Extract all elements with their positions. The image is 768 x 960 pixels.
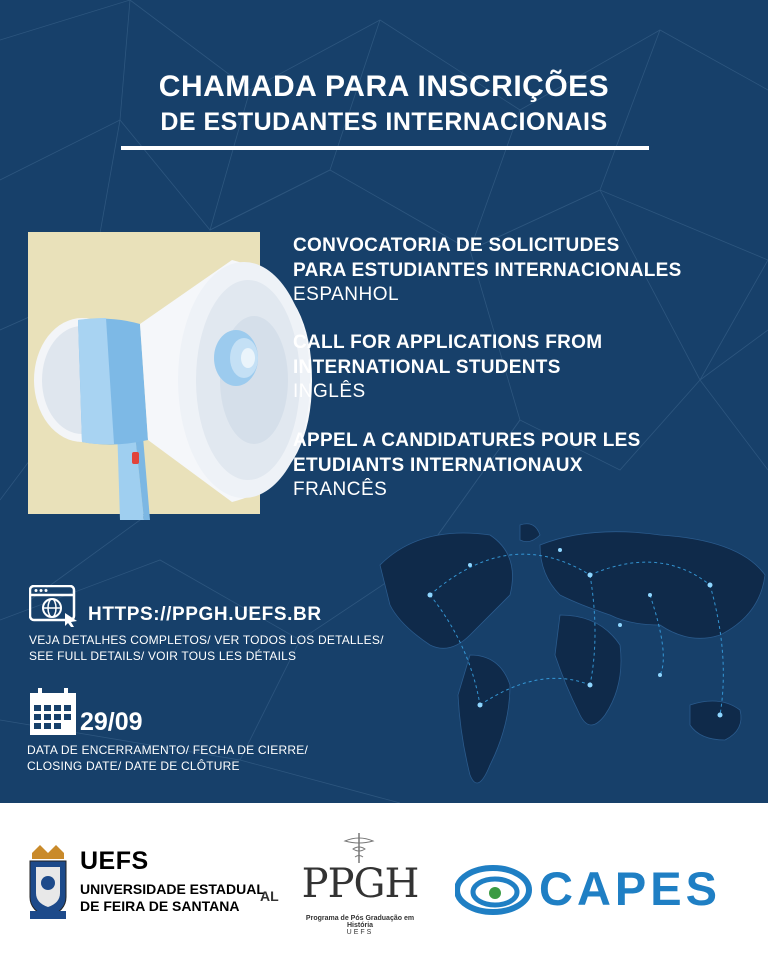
- uefs-crest-icon: [26, 845, 70, 921]
- spanish-heading-line-2: PARA ESTUDIANTES INTERNACIONALES: [293, 260, 682, 281]
- see-details-line-1: VEJA DETALHES COMPLETOS/ VER TODOS LOS DETALLES/: [29, 633, 384, 647]
- ppgh-subtitle: Programa de Pós Graduação em História: [305, 915, 415, 929]
- uefs-name-line-2: DE FEIRA DE SANTANA: [80, 898, 240, 914]
- title-line-1: CHAMADA PARA INSCRIÇÕES: [158, 70, 610, 103]
- calendar-icon: [29, 688, 77, 736]
- spanish-language-label: ESPANHOL: [293, 284, 400, 305]
- capes-logo: [455, 861, 735, 921]
- spanish-heading-line-1: CONVOCATORIA DE SOLICITUDES: [293, 235, 620, 256]
- title-line-2: DE ESTUDANTES INTERNACIONAIS: [160, 108, 608, 136]
- english-heading-line-2: INTERNATIONAL STUDENTS: [293, 357, 561, 378]
- english-language-label: INGLÊS: [293, 381, 366, 402]
- english-call: [293, 330, 602, 404]
- french-language-label: FRANCÊS: [293, 479, 388, 500]
- megaphone-illustration: [22, 220, 322, 520]
- website-url[interactable]: HTTPS://PPGH.UEFS.BR: [88, 604, 322, 625]
- closing-date-label-line-2: CLOSING DATE/ DATE DE CLÔTURE: [27, 759, 240, 773]
- capes-wordmark: CAPES: [539, 862, 721, 915]
- french-heading-line-1: APPEL A CANDIDATURES POUR LES: [293, 430, 641, 451]
- ppgh-institution: UEFS: [346, 929, 374, 936]
- closing-date-label-line-1: DATA DE ENCERRAMENTO/ FECHA DE CIERRE/: [27, 743, 308, 757]
- uefs-full-name: [80, 881, 265, 915]
- capes-swirl-icon: [455, 863, 537, 917]
- footer-logos: [0, 803, 768, 960]
- spanish-call: [293, 233, 682, 307]
- uefs-logo: [22, 843, 278, 923]
- english-heading-line-1: CALL FOR APPLICATIONS FROM: [293, 332, 603, 353]
- uefs-abbreviation: UEFS: [80, 847, 149, 875]
- ppgh-letters: PPGH: [301, 861, 419, 907]
- ppgh-emblem-icon: [341, 833, 377, 863]
- web-browser-globe-icon: [29, 585, 79, 627]
- ppgh-logo: [293, 833, 427, 943]
- french-call: [293, 428, 641, 502]
- poster-title: [0, 68, 768, 138]
- see-details-text: [29, 632, 384, 664]
- world-map-network: [360, 505, 768, 803]
- uefs-name-trailing-fragment: AL: [260, 888, 279, 904]
- megaphone-photo: [28, 232, 260, 514]
- closing-date-label: [27, 742, 308, 774]
- uefs-name-line-1: UNIVERSIDADE ESTADUAL: [80, 881, 265, 897]
- closing-date: 29/09: [80, 708, 143, 736]
- title-underline: [121, 146, 649, 150]
- see-details-line-2: SEE FULL DETAILS/ VOIR TOUS LES DÉTAILS: [29, 649, 297, 663]
- french-heading-line-2: ETUDIANTS INTERNATIONAUX: [293, 455, 583, 476]
